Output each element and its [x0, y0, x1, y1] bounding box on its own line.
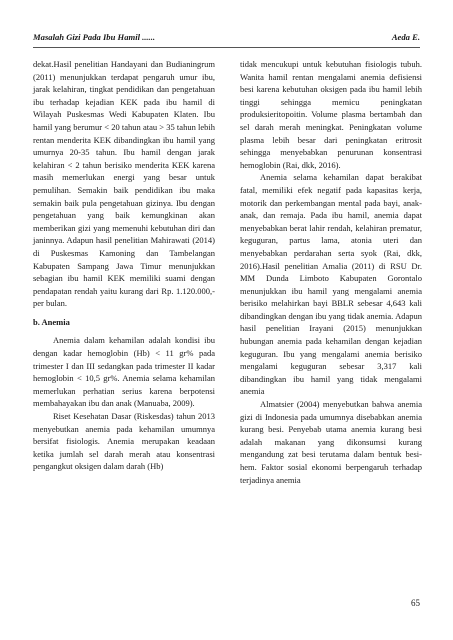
left-column: [33, 58, 215, 473]
running-header: [33, 32, 420, 46]
running-author: Aeda E.: [391, 32, 420, 42]
paragraph: Riset Kesehatan Dasar (Riskesdas) tahun 2013 menyebutkan anemia pada kehamilan umumnya bersifat fisiologis. Anemia merupakan keadaan ketika jumlah sel darah merah atau konsentrasi pengangkut oksigen dalam darah (Hb): [33, 411, 215, 472]
paragraph: dekat.Hasil penelitian Handayani dan Budianingrum (2011) menunjukkan terdapat pengaruh umur ibu, jarak kelahiran, tingkat pendidikan dan pengetahuan ibu terhadap kejadian KEK pada ibu hamil di Wilayah Puskesmas Wedi Kabupaten Klaten. Ibu hamil yang berumur < 20 tahun atau > 35 tahun lebih rentan menderita KEK dibandingkan ibu hamil yang umurnya 20-35 tahun. Ibu hamil dengan jarak kelahiran < 2 tahun berisiko menderita KEK karena masih memerlukan energi yang besar untuk pemulihan. Semakin baik pendidikan ibu maka semakin baik pula pengetahuan gizinya. Ibu dengan pengetahuan yang baik kemungkinan akan memberikan gizi yang memenuhi kebutuhan diri dan janinnya. Adapun hasil penelitian Mahirawati (2014) di Puskesmas Kamoning dan Tambelangan Kabupaten Sampang Jawa Timur menunjukkan sebagian ibu hamil KEK memiliki suami dengan pendapatan rendah yaitu kurang dari Rp. 1.120.000,- per bulan.: [33, 59, 215, 309]
header-rule: [33, 47, 420, 48]
paragraph: Anemia dalam kehamilan adalah kondisi ibu dengan kadar hemoglobin (Hb) < 11 gr% pada trimester I dan III sedangkan pada trimester II kadar hemoglobin < 10,5 gr%. Anemia selama kehamilan memerlukan perhatian serius karena berpotensi membahayakan ibu dan anak (Manuaba, 2009).: [33, 335, 215, 409]
section-heading: b. Anemia: [33, 316, 70, 327]
paragraph: tidak mencukupi untuk kebutuhan fisiologis tubuh. Wanita hamil rentan mengalami anemia defisiensi besi karena kebutuhan oksigen pada ibu hamil lebih tinggi sehingga memicu peningkatan produksieritopoitin. Volume plasma bertambah dan sel darah merah meningkat. Peningkatan volume plasma lebih besar dari peningkatan eritrosit sehingga menyebabkan penurunan konsentrasi hemoglobin (Rai, dkk, 2016).: [240, 59, 422, 170]
right-column: [240, 58, 422, 486]
paragraph: Almatsier (2004) menyebutkan bahwa anemia gizi di Indonesia pada umumnya disebabkan anemia kurang besi. Penyebab utama anemia kurang besi adalah makanan yang dikonsumsi kurang mengandung zat besi terutama dalam bentuk besi-hem. Faktor sosial ekonomi berpengaruh terhadap terjadinya anemia: [240, 399, 422, 485]
page-number: 65: [411, 598, 420, 608]
running-title: Masalah Gizi Pada Ibu Hamil ......: [33, 32, 156, 42]
paragraph: Anemia selama kehamilan dapat berakibat fatal, memiliki efek negatif pada kapasitas kerja, motorik dan perkembangan mental pada bayi, anak-anak, dan remaja. Pada ibu hamil, anemia dapat menyebabkan berat lahir rendah, kelahiran prematur, keguguran, partus lama, atonia uteri dan menyebabkan perdarahan serta syok (Rai, dkk, 2016).Hasil penelitian Amalia (2011) di RSU Dr. MM Dunda Limboto Kabupaten Gorontalo menunjukkan ibu hamil yang mengalami anemia berisiko melahirkan bayi BBLR sebesar 4,643 kali dibandingkan dengan ibu yang tidak anemia. Adapun hasil penelitian Irayani (2015) menunjukkan hubungan anemia pada kehamilan dengan kejadian keguguran. Ibu yang mengalami anemia berisiko mengalami keguguran sebesar 3,317 kali dibandingkan ibu hamil yang tidak mengalami anemia: [240, 172, 422, 397]
